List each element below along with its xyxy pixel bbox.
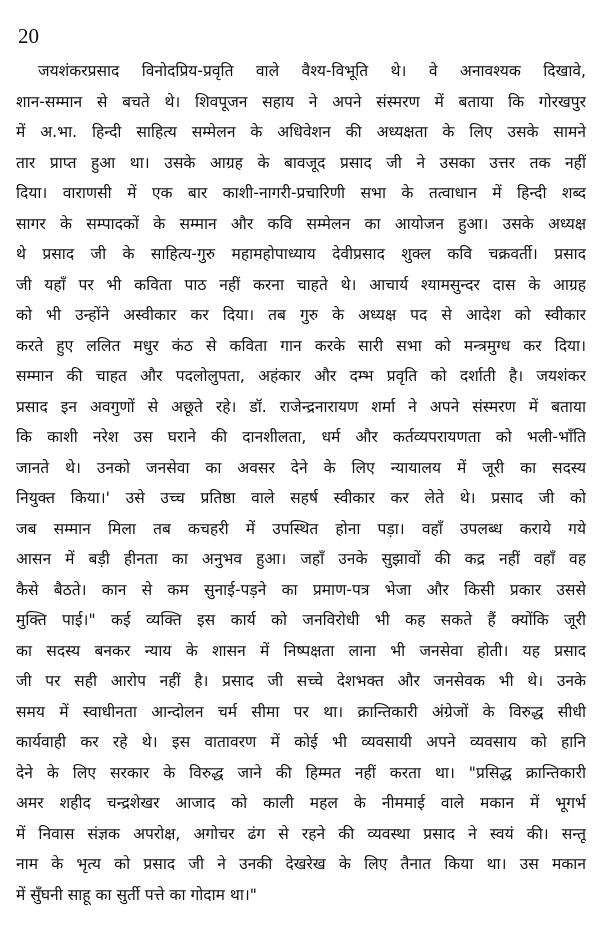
text-line: नाम के भृत्य को प्रसाद जी ने उनकी देखरेख के लिए तैनात किया था। उस मकान <box>16 855 586 873</box>
text-line: जब सम्मान मिला तब कचहरी में उपस्थित होना पड़ा। वहाँ उपलब्ध कराये गये <box>16 519 586 538</box>
text-line: कैसे बैठते। कान से कम सुनाई-पड़ने का प्रमाण-पत्र भेजा और किसी प्रकार उससे <box>16 580 586 599</box>
text-line: नियुक्त किया।' उसे उच्च प्रतिष्ठा वाले सहर्ष स्वीकार कर लेते थे। प्रसाद जी को <box>16 489 586 507</box>
text-line: में निवास संज्ञक अपरोक्ष, अगोचर ढंग से रहने की व्यवस्था प्रसाद ने स्वयं की। सन्तू <box>16 824 586 843</box>
text-line: कार्यवाही कर रहे थे। इस वातावरण में कोई भी व्यवसायी अपने व्यवसाय को हानि <box>16 733 586 751</box>
page-number: 20 <box>18 24 39 48</box>
text-line: को भी उन्होंने अस्वीकार कर दिया। तब गुरु के अध्यक्ष पद से आदेश को स्वीकार <box>16 306 586 324</box>
text-line: जयशंकरप्रसाद विनोदप्रिय-प्रवृति वाले वैश्य-विभूति थे। वे अनावश्यक दिखावे, <box>38 62 586 80</box>
text-line: देने के लिए सरकार के विरुद्ध जाने की हिम्मत नहीं करता था। "प्रसिद्ध क्रान्तिकारी <box>16 763 586 782</box>
text-line: जी पर सही आरोप नहीं है। प्रसाद जी सच्चे देशभक्त और जनसेवक भी थे। उनके <box>16 672 586 690</box>
text-line: कि काशी नरेश उस घराने की दानशीलता, धर्म और कर्तव्यपरायणता को भली-भाँति <box>16 428 586 446</box>
body-text <box>16 56 586 910</box>
text-line: में सुँघनी साहू का सुर्ती पत्ते का गोदाम था।" <box>16 885 257 904</box>
text-line: मुक्ति पाई।" कई व्यक्ति इस कार्य को जनविरोधी भी कह सकते हैं क्योंकि जूरी <box>16 611 586 629</box>
text-line: दिया। वाराणसी में एक बार काशी-नागरी-प्रचारिणी सभा के तत्वाधान में हिन्दी शब्द <box>16 184 586 202</box>
text-line: में अ.भा. हिन्दी साहित्य सम्मेलन के अधिवेशन की अध्यक्षता के लिए उसके सामने <box>16 123 586 141</box>
text-line: थे प्रसाद जी के साहित्य-गुरु महामहोपाध्याय देवीप्रसाद शुक्ल कवि चक्रवर्ती। प्रसाद <box>16 245 586 263</box>
text-line: करते हुए ललित मधुर कंठ से कविता गान करके सारी सभा को मन्त्रमुग्ध कर दिया। <box>16 336 586 355</box>
text-line: प्रसाद इन अवगुणों से अछूते रहे। डॉ. राजेन्द्रनारायण शर्मा ने अपने संस्मरण में बताया <box>16 397 586 416</box>
text-line: समय में स्वाधीनता आन्दोलन चर्म सीमा पर था। क्रान्तिकारी अंग्रेजों के विरुद्ध सीधी <box>16 702 586 721</box>
text-line: जी यहाँ पर भी कविता पाठ नहीं करना चाहते थे। आचार्य श्यामसुन्दर दास के आग्रह <box>16 275 586 294</box>
text-line: जानते थे। उनको जनसेवा का अवसर देने के लिए न्यायालय में जूरी का सदस्य <box>16 458 586 477</box>
text-line: तार प्राप्त हुआ था। उसके आग्रह के बावजूद प्रसाद जी ने उसका उत्तर तक नहीं <box>16 153 586 172</box>
text-line: अमर शहीद चन्द्रशेखर आजाद को काली महल के नीममाई वाले मकान में भूगर्भ <box>16 794 586 812</box>
text-line: शान-सम्मान से बचते थे। शिवपूजन सहाय ने अपने संस्मरण में बताया कि गोरखपुर <box>16 92 586 111</box>
text-line: आसन में बड़ी हीनता का अनुभव हुआ। जहाँ उनके सुझावों की कद्र नहीं वहाँ वह <box>16 550 586 568</box>
text-line: का सदस्य बनकर न्याय के शासन में निष्पक्षता लाना भी जनसेवा होती। यह प्रसाद <box>16 641 586 660</box>
text-line: सम्मान की चाहत और पदलोलुपता, अहंकार और दम्भ प्रवृति को दर्शाती है। जयशंकर <box>16 367 586 385</box>
text-line: सागर के सम्पादकों के सम्मान और कवि सम्मेलन का आयोजन हुआ। उसके अध्यक्ष <box>16 214 586 233</box>
